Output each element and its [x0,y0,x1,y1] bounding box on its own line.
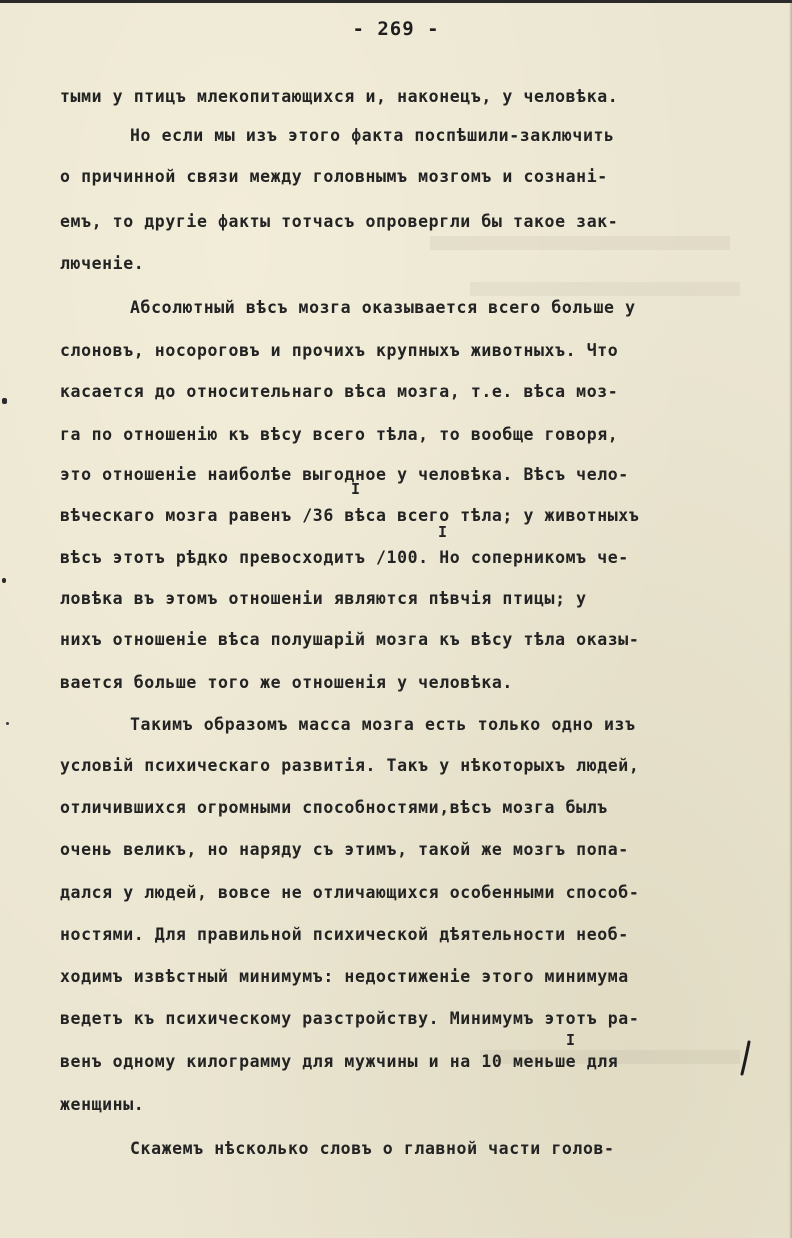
text-line: нихъ отношеніе вѣса полушарій мозга къ вѣсу тѣла оказы- [60,630,640,649]
bleed-through-mark [470,282,740,296]
margin-speck [2,578,6,583]
margin-speck [2,398,7,404]
text-line: ностями. Для правильной психической дѣятельности необ- [60,925,629,944]
text-line: касается до относительнаго вѣса мозга, т.е. вѣса моз- [60,382,619,401]
text-line: ведетъ къ психическому разстройству. Минимумъ этотъ ра- [60,1009,640,1028]
margin-speck [6,722,9,725]
text-line: женщины. [60,1095,145,1114]
text-line: люченіе. [60,254,145,273]
text-line: вается больше того же отношенія у человѣка. [60,673,513,692]
fraction-numerator: I [566,1031,576,1049]
scan-edge-top [0,0,792,3]
fraction-numerator: I [351,480,361,498]
text-line: емъ, то другіе факты тотчасъ опровергли бы такое зак- [60,212,619,231]
text-line: вѣсъ этотъ рѣдко превосходитъ /100. Но соперникомъ че- [60,548,629,567]
text-line: вѣческаго мозга равенъ /36 вѣса всего тѣла; у животныхъ [60,506,640,525]
text-line: Такимъ образомъ масса мозга есть только одно изъ [130,715,636,734]
text-line: тыми у птицъ млекопитающихся и, наконецъ, у человѣка. [60,87,619,106]
text-line: Абсолютный вѣсъ мозга оказывается всего больше у [130,298,636,317]
fraction-numerator: I [438,523,448,541]
text-line: венъ одному килограмму для мужчины и на 10 меньше для [60,1052,619,1071]
text-line: дался у людей, вовсе не отличающихся особенными способ- [60,883,640,902]
margin-pencil-mark [738,1040,754,1076]
text-line: о причинной связи между головнымъ мозгомъ и сознані- [60,167,608,186]
text-line: га по отношенію къ вѣсу всего тѣла, то вообще говоря, [60,425,619,444]
text-line: это отношеніе наиболѣе выгодное у человѣка. Вѣсъ чело- [60,465,629,484]
bleed-through-mark [430,236,730,250]
text-line: слоновъ, носороговъ и прочихъ крупныхъ животныхъ. Что [60,341,619,360]
text-line: условій психическаго развитія. Такъ у нѣкоторыхъ людей, [60,756,640,775]
page-number: - 269 - [352,18,440,40]
text-line: Но если мы изъ этого факта поспѣшили-заключить [130,126,615,145]
text-line: ходимъ извѣстный минимумъ: недостиженіе этого минимума [60,967,629,986]
text-line: очень великъ, но наряду съ этимъ, такой же мозгъ попа- [60,840,629,859]
text-line: отличившихся огромными способностями,вѣсъ мозга былъ [60,798,608,817]
text-line: Скажемъ нѣсколько словъ о главной части голов- [130,1139,615,1158]
text-line: ловѣка въ этомъ отношеніи являются пѣвчія птицы; у [60,589,587,608]
